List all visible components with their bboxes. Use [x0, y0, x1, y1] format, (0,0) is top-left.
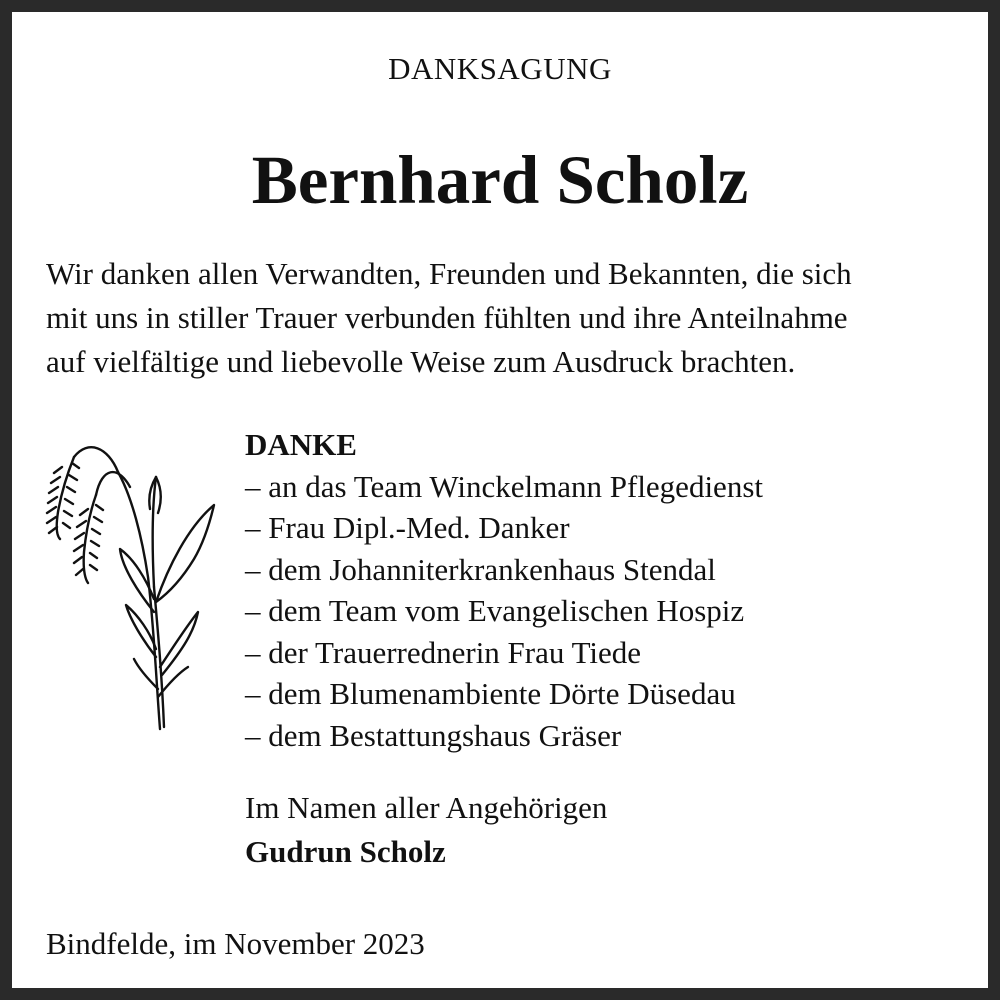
thanks-list	[245, 466, 763, 757]
thanks-title: DANKE	[245, 427, 357, 462]
signer-name: Gudrun Scholz	[245, 834, 446, 869]
thanks-section	[245, 424, 763, 756]
list-item: – Frau Dipl.-Med. Danker	[245, 510, 570, 545]
place-date: Bindfelde, im November 2023	[46, 926, 425, 961]
deceased-name: Bernhard Scholz	[251, 142, 749, 218]
obituary-card	[12, 12, 988, 988]
intro-line: auf vielfältige und liebevolle Weise zum Ausdruck brachten.	[46, 344, 796, 379]
intro-line: Wir danken allen Verwandten, Freunden und Bekannten, die sich	[46, 256, 852, 291]
signoff-text: Im Namen aller Angehörigen	[245, 790, 608, 825]
intro-text	[46, 252, 976, 384]
list-item: – dem Johanniterkrankenhaus Stendal	[245, 551, 716, 587]
intro-line: mit uns in stiller Trauer verbunden fühlten und ihre Anteilnahme	[46, 300, 848, 335]
list-item: – dem Bestattungshaus Gräser	[245, 717, 622, 753]
list-item: – dem Blumenambiente Dörte Düsedau	[245, 676, 736, 711]
wheat-grass-icon	[38, 427, 223, 747]
signature-block	[245, 786, 607, 874]
list-item: – an das Team Winckelmann Pflegedienst	[245, 468, 763, 504]
list-item: – dem Team vom Evangelischen Hospiz	[245, 593, 745, 628]
notice-heading: DANKSAGUNG	[388, 51, 612, 86]
list-item: – der Trauerrednerin Frau Tiede	[245, 634, 642, 670]
